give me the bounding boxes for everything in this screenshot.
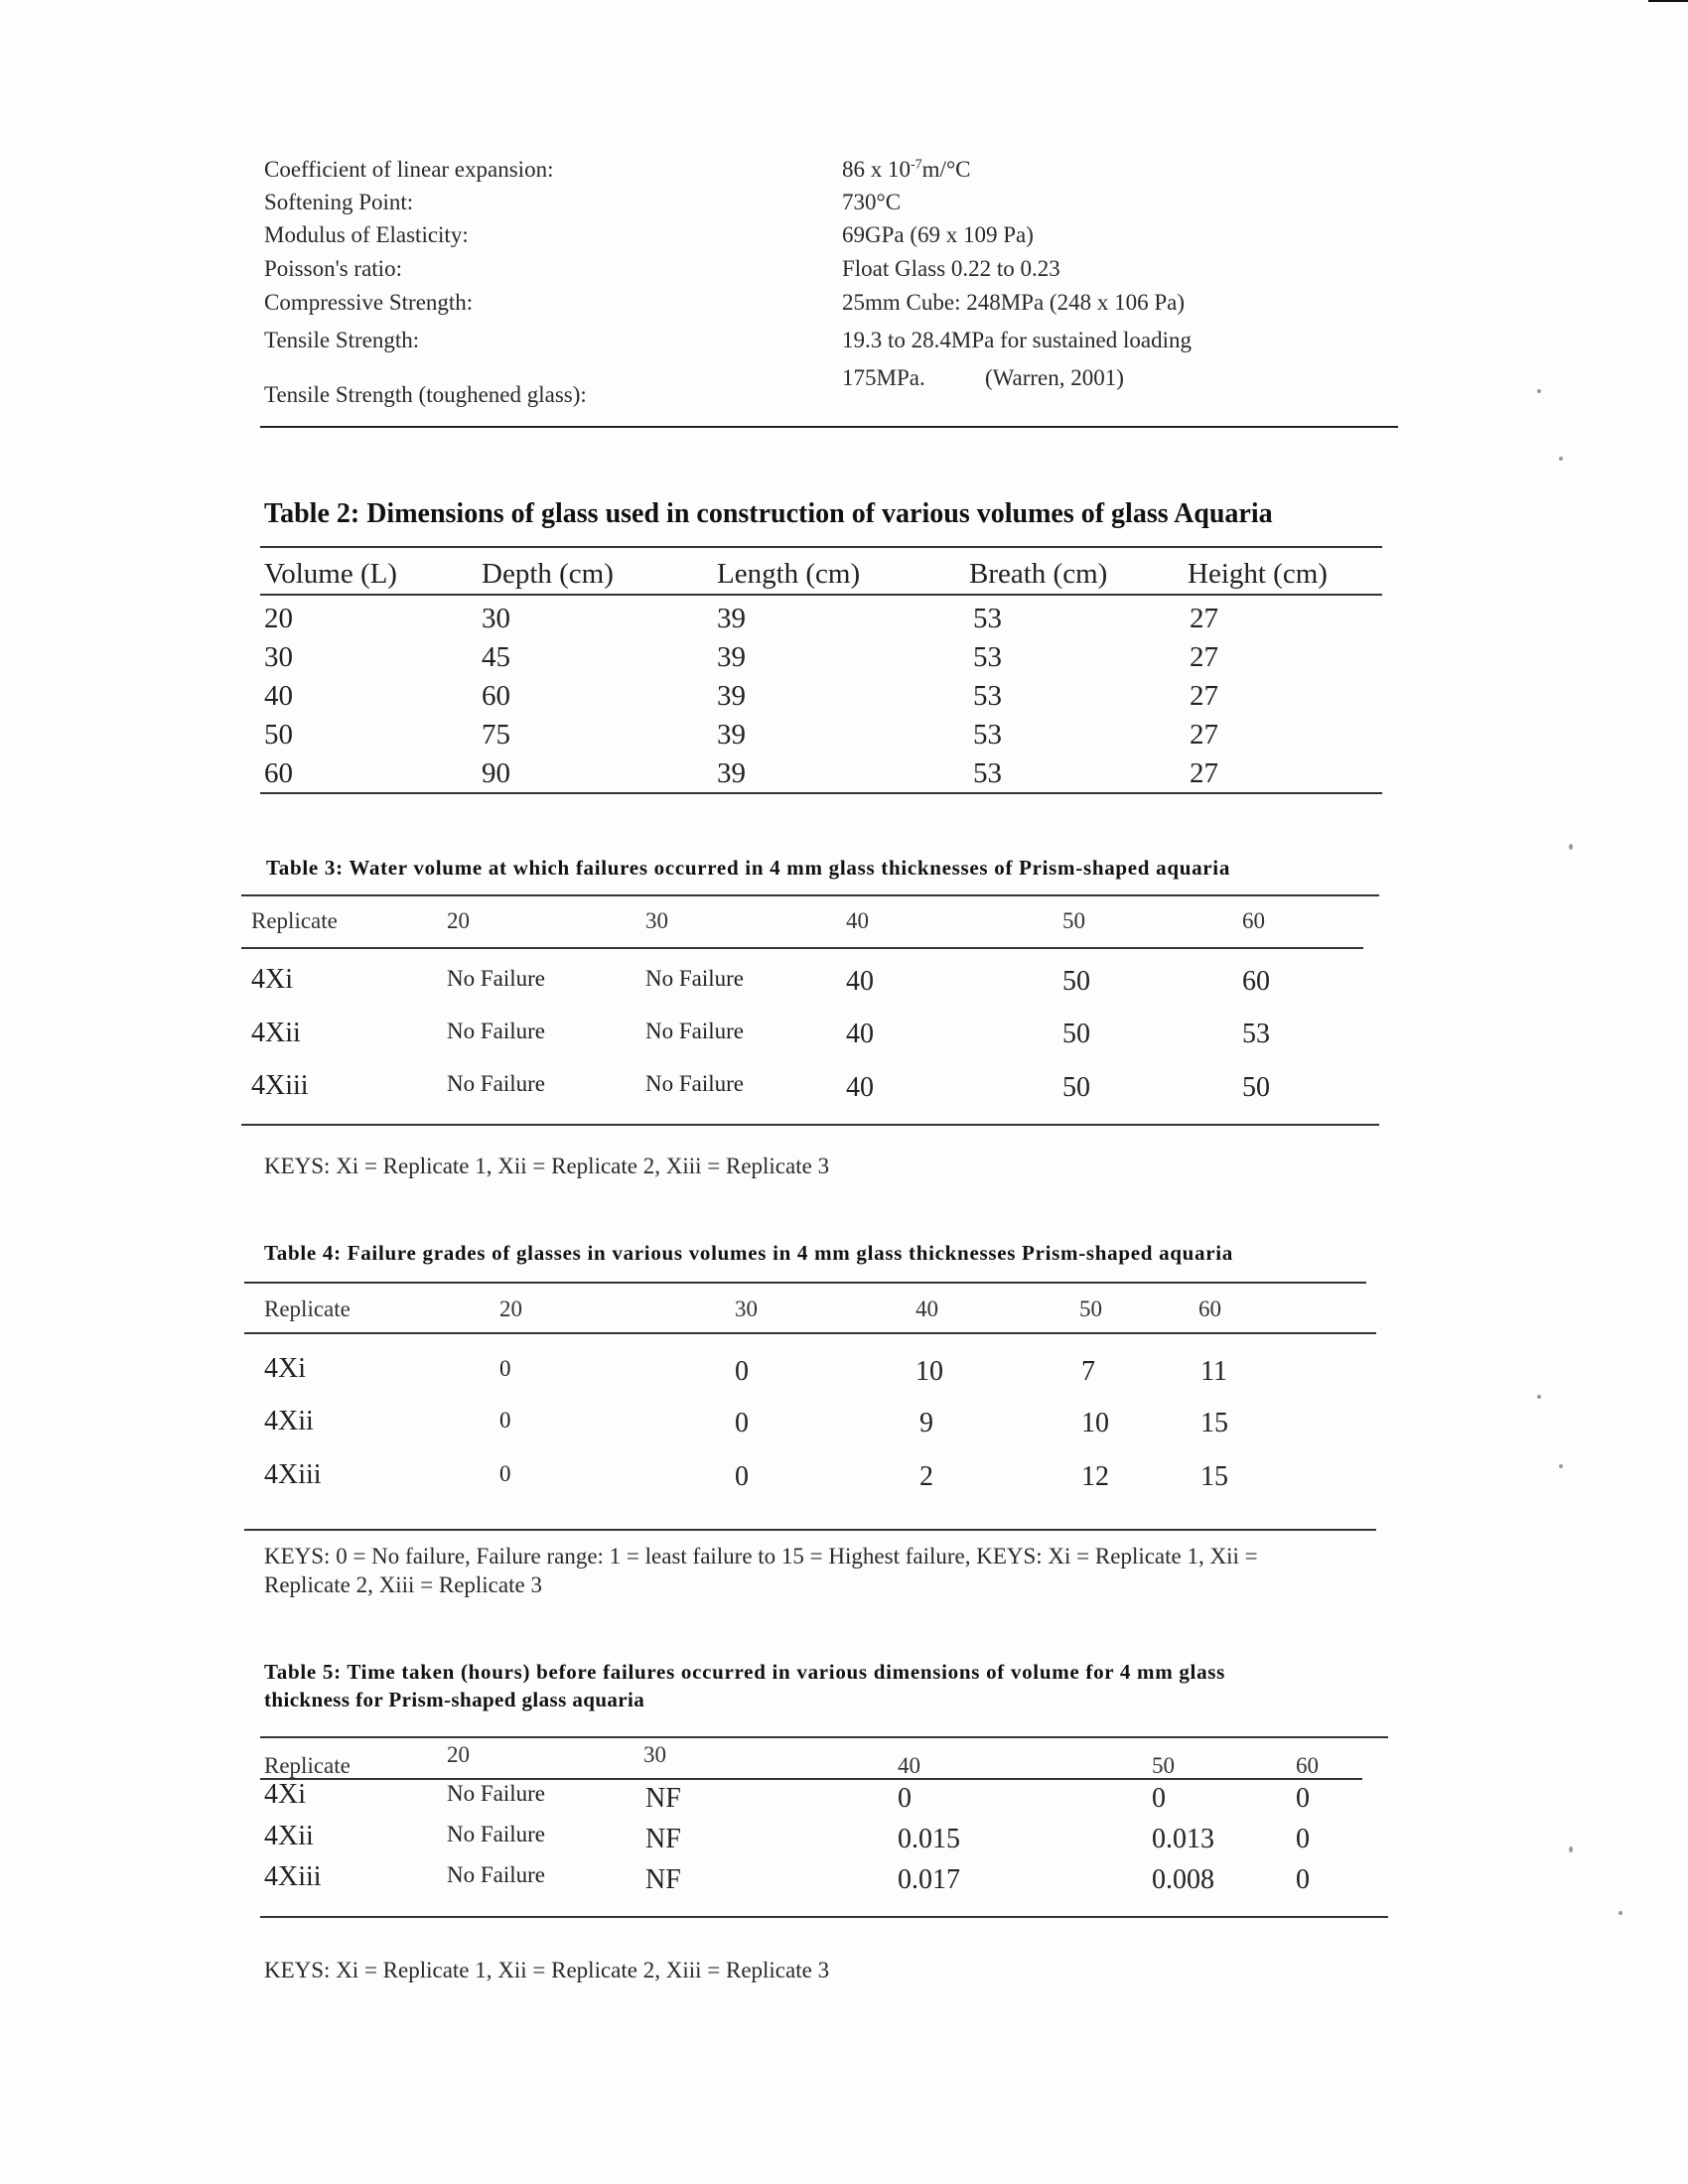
scan-speck bbox=[1569, 1846, 1573, 1852]
table-caption: Table 4: Failure grades of glasses in various volumes in 4 mm glass thicknesses Prism-shaped aquaria bbox=[264, 1241, 1233, 1265]
property-label: Compressive Strength: bbox=[264, 290, 474, 315]
table-cell: 40 bbox=[846, 966, 874, 997]
property-label: Modulus of Elasticity: bbox=[264, 222, 469, 247]
table-cell: 39 bbox=[717, 641, 746, 673]
table-cell: 53 bbox=[973, 757, 1002, 789]
column-header: Volume (L) bbox=[264, 558, 397, 590]
column-header: 40 bbox=[915, 1297, 938, 1321]
property-value: 25mm Cube: 248MPa (248 x 106 Pa) bbox=[842, 290, 1185, 315]
table-cell: 4Xiii bbox=[264, 1861, 322, 1892]
table-cell: 10 bbox=[915, 1356, 943, 1387]
table-cell: 20 bbox=[264, 603, 293, 634]
scan-speck bbox=[1618, 1911, 1622, 1915]
table-cell: 0 bbox=[735, 1461, 749, 1492]
table-cell: 40 bbox=[846, 1072, 874, 1103]
scan-speck bbox=[1537, 389, 1541, 393]
table-cell: 30 bbox=[264, 641, 293, 673]
table-cell: 0 bbox=[898, 1783, 912, 1814]
column-header: Depth (cm) bbox=[482, 558, 614, 590]
table-cell: 9 bbox=[919, 1408, 933, 1438]
property-citation: (Warren, 2001) bbox=[985, 365, 1124, 390]
property-label: Softening Point: bbox=[264, 190, 414, 214]
column-header: 30 bbox=[643, 1742, 666, 1767]
table-cell: 50 bbox=[1242, 1072, 1270, 1103]
table-cell: 27 bbox=[1190, 719, 1218, 751]
table-cell: 0.008 bbox=[1152, 1864, 1214, 1895]
property-value: 175MPa. bbox=[842, 365, 925, 390]
column-header: 50 bbox=[1152, 1753, 1175, 1778]
table-cell: 60 bbox=[264, 757, 293, 789]
column-header: 20 bbox=[447, 1742, 470, 1767]
table-cell: 75 bbox=[482, 719, 510, 751]
table-cell: 0 bbox=[1296, 1824, 1310, 1854]
column-header: Replicate bbox=[264, 1297, 351, 1321]
table-cell: NF bbox=[645, 1783, 681, 1814]
table-cell: 53 bbox=[973, 603, 1002, 634]
property-label: Tensile Strength: bbox=[264, 328, 420, 352]
table-cell: 0 bbox=[1296, 1783, 1310, 1814]
table-cell: 4Xii bbox=[251, 1018, 301, 1048]
table-bottom-rule bbox=[260, 1916, 1388, 1918]
table-cell: 60 bbox=[482, 680, 510, 712]
table-keys: KEYS: Xi = Replicate 1, Xii = Replicate 2, Xiii = Replicate 3 bbox=[264, 1154, 830, 1178]
table-cell: 27 bbox=[1190, 603, 1218, 634]
table-caption: Table 5: Time taken (hours) before failures occurred in various dimensions of volume for 4 mm glass bbox=[264, 1660, 1226, 1684]
property-value: 69GPa (69 x 109 Pa) bbox=[842, 222, 1034, 247]
table-cell: No Failure bbox=[447, 1822, 546, 1846]
table-cell: 0.013 bbox=[1152, 1824, 1214, 1854]
table-cell: 4Xii bbox=[264, 1406, 314, 1436]
table-cell: 0 bbox=[499, 1461, 511, 1486]
table-cell: 39 bbox=[717, 680, 746, 712]
table-cell: NF bbox=[645, 1824, 681, 1854]
table-cell: 2 bbox=[919, 1461, 933, 1492]
table-cell: 60 bbox=[1242, 966, 1270, 997]
table-cell: No Failure bbox=[447, 1071, 546, 1096]
table-top-rule bbox=[260, 1736, 1388, 1738]
table-cell: 50 bbox=[1062, 966, 1090, 997]
table-caption: Table 2: Dimensions of glass used in construction of various volumes of glass Aquaria bbox=[264, 498, 1273, 529]
column-header: 40 bbox=[898, 1753, 920, 1778]
section-divider bbox=[260, 426, 1398, 428]
table-cell: No Failure bbox=[447, 1862, 546, 1887]
table-bottom-rule bbox=[260, 792, 1382, 794]
table-cell: 15 bbox=[1200, 1408, 1228, 1438]
table-cell: 4Xiii bbox=[264, 1459, 322, 1490]
property-label: Tensile Strength (toughened glass): bbox=[264, 382, 587, 407]
table-cell: No Failure bbox=[645, 1071, 745, 1096]
table-cell: 27 bbox=[1190, 680, 1218, 712]
scan-speck bbox=[1559, 1464, 1563, 1468]
table-cell: 40 bbox=[846, 1019, 874, 1049]
table-cell: 0.015 bbox=[898, 1824, 960, 1854]
table-bottom-rule bbox=[241, 1124, 1379, 1126]
table-cell: 50 bbox=[1062, 1019, 1090, 1049]
table-cell: No Failure bbox=[447, 966, 546, 991]
table-top-rule bbox=[241, 894, 1379, 896]
column-header: 50 bbox=[1079, 1297, 1102, 1321]
column-header: 30 bbox=[645, 908, 668, 933]
table-keys: KEYS: 0 = No failure, Failure range: 1 = least failure to 15 = Highest failure, KEYS: Xi = Replicate 1, Xii = bbox=[264, 1544, 1258, 1569]
table-cell: 10 bbox=[1081, 1408, 1109, 1438]
table-cell: No Failure bbox=[645, 966, 745, 991]
table-cell: 4Xi bbox=[264, 1353, 306, 1384]
table-cell: 12 bbox=[1081, 1461, 1109, 1492]
table-cell: 0.017 bbox=[898, 1864, 960, 1895]
table-cell: No Failure bbox=[447, 1019, 546, 1043]
scan-speck bbox=[1559, 457, 1563, 461]
header-rule bbox=[241, 947, 1363, 949]
scan-speck bbox=[1537, 1395, 1541, 1399]
table-bottom-rule bbox=[244, 1529, 1376, 1531]
header-rule bbox=[260, 1778, 1362, 1780]
table-cell: 0 bbox=[1152, 1783, 1166, 1814]
table-cell: 90 bbox=[482, 757, 510, 789]
header-rule bbox=[260, 594, 1382, 596]
table-cell: 45 bbox=[482, 641, 510, 673]
column-header: 60 bbox=[1198, 1297, 1221, 1321]
column-header: 50 bbox=[1062, 908, 1085, 933]
table-cell: No Failure bbox=[645, 1019, 745, 1043]
column-header: Replicate bbox=[251, 908, 338, 933]
column-header: 20 bbox=[499, 1297, 522, 1321]
table-cell: 0 bbox=[735, 1408, 749, 1438]
table-cell: 50 bbox=[264, 719, 293, 751]
table-cell: 50 bbox=[1062, 1072, 1090, 1103]
table-cell: NF bbox=[645, 1864, 681, 1895]
table-top-rule bbox=[244, 1282, 1366, 1284]
property-label: Coefficient of linear expansion: bbox=[264, 157, 554, 182]
table-cell: 53 bbox=[1242, 1019, 1270, 1049]
header-rule bbox=[244, 1332, 1376, 1334]
table-cell: 0 bbox=[1296, 1864, 1310, 1895]
table-cell: 11 bbox=[1200, 1356, 1227, 1387]
column-header: 40 bbox=[846, 908, 869, 933]
table-keys: Replicate 2, Xiii = Replicate 3 bbox=[264, 1572, 542, 1597]
column-header: Replicate bbox=[264, 1753, 351, 1778]
table-cell: 53 bbox=[973, 641, 1002, 673]
table-cell: 0 bbox=[499, 1356, 511, 1381]
table-cell: 27 bbox=[1190, 757, 1218, 789]
table-cell: 40 bbox=[264, 680, 293, 712]
scan-speck bbox=[1569, 844, 1573, 850]
table-cell: 0 bbox=[735, 1356, 749, 1387]
table-top-rule bbox=[260, 546, 1382, 548]
table-cell: 27 bbox=[1190, 641, 1218, 673]
table-cell: 4Xi bbox=[264, 1779, 306, 1810]
property-value: 730°C bbox=[842, 190, 902, 214]
table-cell: 39 bbox=[717, 603, 746, 634]
table-cell: No Failure bbox=[447, 1781, 546, 1806]
column-header: 60 bbox=[1242, 908, 1265, 933]
property-value: 19.3 to 28.4MPa for sustained loading bbox=[842, 328, 1192, 352]
property-value: 86 x $10^{-7}m/^\circ C$ bbox=[842, 157, 971, 182]
table-cell: 7 bbox=[1081, 1356, 1095, 1387]
table-cell: 53 bbox=[973, 719, 1002, 751]
column-header: Breath (cm) bbox=[969, 558, 1108, 590]
property-value: Float Glass 0.22 to 0.23 bbox=[842, 256, 1060, 281]
table-cell: 39 bbox=[717, 719, 746, 751]
table-cell: 15 bbox=[1200, 1461, 1228, 1492]
table-cell: 0 bbox=[499, 1408, 511, 1433]
column-header: 30 bbox=[735, 1297, 758, 1321]
table-cell: 53 bbox=[973, 680, 1002, 712]
table-cell: 4Xii bbox=[264, 1821, 314, 1851]
table-cell: 4Xiii bbox=[251, 1070, 309, 1101]
table-cell: 39 bbox=[717, 757, 746, 789]
column-header: Height (cm) bbox=[1188, 558, 1328, 590]
column-header: 20 bbox=[447, 908, 470, 933]
column-header: Length (cm) bbox=[717, 558, 861, 590]
property-label: Poisson's ratio: bbox=[264, 256, 402, 281]
table-caption: Table 3: Water volume at which failures occurred in 4 mm glass thicknesses of Prism-shaped aquaria bbox=[266, 856, 1231, 880]
table-keys: KEYS: Xi = Replicate 1, Xii = Replicate 2, Xiii = Replicate 3 bbox=[264, 1958, 830, 1982]
column-header: 60 bbox=[1296, 1753, 1319, 1778]
scan-edge-mark bbox=[1648, 0, 1688, 2]
table-caption: thickness for Prism-shaped glass aquaria bbox=[264, 1688, 645, 1711]
table-cell: 4Xi bbox=[251, 964, 293, 995]
table-cell: 30 bbox=[482, 603, 510, 634]
